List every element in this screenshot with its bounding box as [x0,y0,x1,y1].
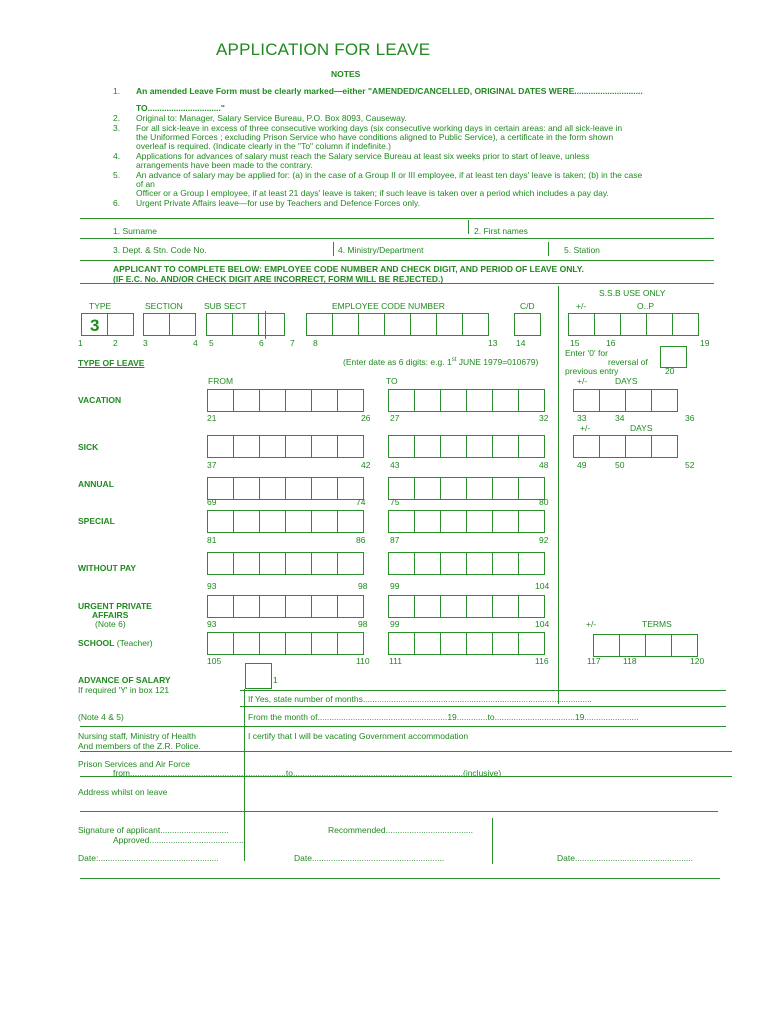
date-box[interactable] [233,435,260,458]
col-number: 4 [193,338,198,348]
date-box[interactable] [259,552,286,575]
divider [80,726,726,727]
prison-label: Prison Services and Air Force [78,759,190,769]
date-box[interactable] [207,510,234,533]
sub-sect-header: SUB SECT [204,301,247,311]
col-number: 15 [570,338,580,348]
date-box[interactable] [337,510,364,533]
date-box[interactable] [207,435,234,458]
employee-code-boxes[interactable] [306,313,488,336]
leave-type-label-extra: (Teacher) [114,638,153,648]
date-box[interactable] [311,477,338,500]
date-box[interactable] [518,389,545,412]
days-box[interactable] [573,389,600,412]
date-hint-text: JUNE 1979=010679) [456,357,539,367]
col-number: 86 [356,535,366,545]
reversal-box[interactable] [660,346,687,368]
employee-code-box[interactable] [462,313,489,336]
date-box[interactable] [388,595,415,618]
note-text: arrangements have been made to the contrary. [136,160,313,170]
leave-type-label [78,638,153,648]
employee-code-box[interactable] [358,313,385,336]
ssb-divider [558,286,559,704]
cd-boxes[interactable] [514,313,540,336]
to-date-boxes[interactable] [388,552,544,575]
leave-type-note: (Note 6) [95,619,126,629]
ssb-boxes[interactable] [568,313,698,336]
date-box[interactable] [337,435,364,458]
date-box[interactable] [285,552,312,575]
col-number: 98 [358,581,368,591]
pm-header: +/- [586,619,597,629]
col-number: 1 [78,338,83,348]
date-box[interactable] [233,477,260,500]
days-boxes[interactable] [573,389,677,412]
date-box[interactable] [311,595,338,618]
sub-sect-box[interactable] [258,313,285,336]
note-text: Urgent Private Affairs leave—for use by Teachers and Defence Forces only. [136,198,420,208]
date-box[interactable] [492,595,519,618]
date-box[interactable] [207,552,234,575]
date-box[interactable] [285,477,312,500]
date-box[interactable] [388,552,415,575]
divider [80,776,732,777]
col-number: 14 [516,338,526,348]
to-date-boxes[interactable] [388,595,544,618]
date-box[interactable] [492,510,519,533]
col-number: 7 [290,338,295,348]
to-date-boxes[interactable] [388,510,544,533]
col-number: 93 [207,619,217,629]
date-box[interactable] [466,389,493,412]
first-names-label: 2. First names [474,226,528,236]
leave-type-label: AFFAIRS [92,610,129,620]
col-number: 20 [665,366,675,376]
col-number: 99 [390,619,400,629]
col-number: 104 [535,619,550,629]
enter-zero-note: Enter '0' for [565,348,608,358]
divider [333,242,334,256]
terms-boxes[interactable] [593,634,697,657]
date-box[interactable] [233,552,260,575]
employee-code-header: EMPLOYEE CODE NUMBER [332,301,445,311]
col-number: 111 [389,656,402,666]
date-box[interactable] [233,595,260,618]
date-box[interactable] [492,389,519,412]
date-box[interactable] [259,389,286,412]
date-box[interactable] [285,595,312,618]
station-label: 5. Station [564,245,600,255]
days-box[interactable] [651,389,678,412]
date-box[interactable] [414,595,441,618]
date-field[interactable]: Date.................................................. [557,853,694,863]
from-date-boxes[interactable] [207,389,363,412]
days-header: DAYS [615,376,638,386]
from-date-boxes[interactable] [207,510,363,533]
note-number: 3. [113,123,121,133]
date-field[interactable]: Date........................................................ [294,853,445,863]
ssb-box[interactable] [620,313,647,336]
date-box[interactable] [388,389,415,412]
ssb-box[interactable] [646,313,673,336]
col-number: 13 [488,338,498,348]
note-text: overleaf is required. (Indicate clearly in the "To" column if indefinite.) [136,141,392,151]
type-of-leave-heading: TYPE OF LEAVE [78,358,145,368]
to-date-boxes[interactable] [388,389,544,412]
divider [80,283,714,284]
date-box[interactable] [466,595,493,618]
date-box[interactable] [440,552,467,575]
date-box[interactable] [285,389,312,412]
leave-type-label-text: SCHOOL [78,638,115,648]
date-box[interactable] [285,435,312,458]
col-number: 2 [113,338,118,348]
date-box[interactable] [414,552,441,575]
terms-box[interactable] [671,634,698,657]
date-hint [343,357,538,367]
date-box[interactable] [518,552,545,575]
divider [240,690,726,691]
days-box[interactable] [599,389,626,412]
date-box[interactable] [337,595,364,618]
section-box[interactable] [143,313,170,336]
pm-header: +/- [577,376,588,386]
col-number: 110 [356,656,370,666]
from-date-boxes[interactable] [207,595,363,618]
note-text: Officer or a Group I employee, if at least 21 days' leave is taken; if such leave is taken over a period which includes a pay day. [136,188,609,198]
note-text: of an [136,179,155,189]
col-number: 116 [535,656,549,666]
col-number: 105 [207,656,222,666]
from-date-boxes[interactable] [207,632,363,655]
col-number: 75 [390,497,400,507]
instruction-line: (IF E.C. No. AND/OR CHECK DIGIT ARE INCORRECT, FORM WILL BE REJECTED.) [113,274,444,284]
divider [265,311,266,339]
signature-recommended[interactable]: Recommended..................................... [328,825,474,835]
date-box[interactable] [259,435,286,458]
date-box[interactable] [388,435,415,458]
note-text: Applications for advances of salary must reach the Salary service Bureau at least six weeks prior to start of leave, unless [136,151,590,161]
date-box[interactable] [311,552,338,575]
terms-box[interactable] [593,634,620,657]
ssb-box[interactable] [672,313,699,336]
cd-header: C/D [520,301,535,311]
leave-type-label: SPECIAL [78,516,115,526]
col-number: 99 [390,581,400,591]
col-number: 93 [207,581,217,591]
col-number: 27 [390,413,400,423]
employee-code-box[interactable] [384,313,411,336]
col-number: 34 [615,413,625,423]
divider [492,818,493,864]
op-header: O..P [637,301,655,311]
date-box[interactable] [518,632,545,655]
sub-sect-box[interactable] [206,313,233,336]
employee-code-box[interactable] [332,313,359,336]
certify-text: I certify that I will be vacating Government accommodation [248,731,469,741]
col-number: 98 [358,619,368,629]
nursing-label: Nursing staff, Ministry of Health [78,731,196,741]
col-number: 52 [685,460,695,470]
date-box[interactable] [518,595,545,618]
date-box[interactable] [492,435,519,458]
pm-header: +/- [580,423,591,433]
note-ref: (Note 4 & 5) [78,712,124,722]
days-box[interactable] [625,435,652,458]
col-number: 43 [390,460,400,470]
sub-sect-box[interactable] [232,313,259,336]
col-number: 19 [700,338,710,348]
col-number: 80 [539,497,549,507]
type-box[interactable] [107,313,134,336]
enter-zero-note: previous entry [565,366,619,376]
date-box[interactable] [388,632,415,655]
leave-type-label: ANNUAL [78,479,114,489]
date-box[interactable] [518,435,545,458]
col-number: 6 [259,338,264,348]
days-box[interactable] [599,435,626,458]
employee-code-box[interactable] [436,313,463,336]
employee-code-box[interactable] [410,313,437,336]
ssb-use-only-label: S.S.B USE ONLY [599,288,666,298]
divider [80,811,718,812]
divider [80,218,714,219]
date-box[interactable] [311,510,338,533]
date-box[interactable] [414,510,441,533]
days-box[interactable] [573,435,600,458]
section-boxes[interactable] [143,313,195,336]
section-header: SECTION [145,301,183,311]
col-number: 37 [207,460,217,470]
date-box[interactable] [207,632,234,655]
date-box[interactable] [466,510,493,533]
divider [80,878,720,879]
note-number: 2. [113,113,121,123]
note-text: An amended Leave Form must be clearly marked—either "AMENDED/CANCELLED, ORIGINAL DATES WERE............................. [136,86,643,96]
to-date-boxes[interactable] [388,435,544,458]
to-header: TO [386,376,398,386]
date-field[interactable]: Date:................................................... [78,853,219,863]
note-text: An advance of salary may be applied for: (a) in the case of a Group II or III employee, if at least ten days' leave is taken; (b) in the case [136,170,643,180]
col-number: 74 [356,497,366,507]
advance-salary-label: ADVANCE OF SALARY [78,675,171,685]
cd-box[interactable] [514,313,541,336]
employee-code-box[interactable] [306,313,333,336]
date-box[interactable] [492,632,519,655]
col-number: 49 [577,460,587,470]
col-number: 21 [207,413,217,423]
col-number: 5 [209,338,214,348]
nursing-label: And members of the Z.R. Police. [78,741,201,751]
type-header: TYPE [89,301,112,311]
col-number: 26 [361,413,371,423]
date-box[interactable] [285,632,312,655]
date-box[interactable] [259,595,286,618]
note-text: the Uniformed Forces ; excluding Prison Service who have conditions aligned to Public Service), a certificate in the form shown [136,132,614,142]
divider [80,751,732,752]
leave-type-label: WITHOUT PAY [78,563,137,573]
dept-label: 3. Dept. & Stn. Code No. [113,245,207,255]
date-box[interactable] [285,510,312,533]
date-box[interactable] [492,552,519,575]
date-box[interactable] [337,632,364,655]
date-box[interactable] [207,595,234,618]
instruction-line: APPLICANT TO COMPLETE BELOW: EMPLOYEE CODE NUMBER AND CHECK DIGIT, AND PERIOD OF LEAVE ONLY. [113,264,584,274]
section-box[interactable] [169,313,196,336]
col-number: 118 [623,656,637,666]
date-box[interactable] [466,632,493,655]
from-date-boxes[interactable] [207,477,363,500]
date-box[interactable] [466,477,493,500]
terms-box[interactable] [645,634,672,657]
advance-salary-box[interactable] [245,663,272,689]
from-date-boxes[interactable] [207,435,363,458]
note-text: TO..............................." [136,103,225,113]
date-box[interactable] [518,510,545,533]
note-number: 4. [113,151,121,161]
date-box[interactable] [311,435,338,458]
date-box[interactable] [440,389,467,412]
type-value: 3 [90,316,100,335]
col-number: 33 [577,413,587,423]
col-number: 36 [685,413,695,423]
col-number: 50 [615,460,625,470]
col-number: 1 [273,675,278,685]
date-box[interactable] [492,477,519,500]
date-box[interactable] [440,595,467,618]
date-hint-text: (Enter date as 6 digits: e.g. 1 [343,357,452,367]
col-number: 3 [143,338,148,348]
ministry-label: 4. Ministry/Department [338,245,424,255]
enter-zero-note: reversal of [608,357,648,367]
date-box[interactable] [414,435,441,458]
date-box[interactable] [207,389,234,412]
date-box[interactable] [259,632,286,655]
notes-heading: NOTES [331,69,361,79]
col-number: 81 [207,535,217,545]
date-hint-sup: st [451,357,457,364]
type-boxes[interactable] [81,313,133,336]
date-box[interactable] [414,632,441,655]
divider [240,706,726,707]
col-number: 48 [539,460,549,470]
leave-type-label: VACATION [78,395,122,405]
date-box[interactable] [337,389,364,412]
col-number: 87 [390,535,400,545]
days-boxes[interactable] [573,435,677,458]
signature-approved[interactable]: Approved........................................ [113,835,244,845]
date-box[interactable] [414,389,441,412]
date-box[interactable] [440,435,467,458]
plusminus-header: +/- [576,301,587,311]
date-box[interactable] [311,632,338,655]
ssb-box[interactable] [594,313,621,336]
date-box[interactable] [337,552,364,575]
from-month-field[interactable]: From the month of.......................................................19.............to..................................19....................... [248,712,639,722]
note-number: 6. [113,198,121,208]
col-number: 104 [535,581,550,591]
from-header: FROM [208,376,234,386]
days-box[interactable] [651,435,678,458]
divider [548,242,549,256]
date-box[interactable] [414,477,441,500]
col-number: 8 [313,338,318,348]
page-title: APPLICATION FOR LEAVE [216,40,431,59]
address-label: Address whilst on leave [78,787,168,797]
note-text: Original to: Manager, Salary Service Bureau, P.O. Box 8093, Causeway. [136,113,407,123]
days-header: DAYS [630,423,653,433]
note-number: 1. [113,86,121,96]
terms-box[interactable] [619,634,646,657]
col-number: 42 [361,460,371,470]
col-number: 16 [606,338,616,348]
date-box[interactable] [440,477,467,500]
note-number: 5. [113,170,121,180]
to-date-boxes[interactable] [388,477,544,500]
col-number: 117 [587,656,601,666]
note-text: For all sick-leave in excess of three consecutive working days (six consecutive working days in certain areas: and all sick-leave in [136,123,623,133]
date-box[interactable] [233,510,260,533]
days-box[interactable] [625,389,652,412]
col-number: 69 [207,497,217,507]
advance-salary-sub: If required 'Y' in box 121 [78,685,170,695]
surname-label: 1. Surname [113,226,157,236]
months-field[interactable]: If Yes, state number of months................................................................................................. [248,694,592,704]
date-box[interactable] [311,389,338,412]
date-box[interactable] [466,435,493,458]
date-box[interactable] [466,552,493,575]
date-box[interactable] [388,510,415,533]
terms-header: TERMS [642,619,672,629]
signature-applicant[interactable]: Signature of applicant............................. [78,825,229,835]
divider [468,220,469,234]
divider [80,260,714,261]
prison-dates-field[interactable]: from..................................................................to........................................................................(inclusive) [113,768,502,778]
leave-type-label: SICK [78,442,99,452]
sub-sect-boxes[interactable] [206,313,284,336]
date-box[interactable] [259,510,286,533]
col-number: 120 [690,656,705,666]
divider [80,238,714,239]
date-box[interactable] [233,632,260,655]
from-date-boxes[interactable] [207,552,363,575]
date-box[interactable] [259,477,286,500]
date-box[interactable] [440,632,467,655]
col-number: 32 [539,413,549,423]
date-box[interactable] [440,510,467,533]
to-date-boxes[interactable] [388,632,544,655]
leave-type-label: URGENT PRIVATE [78,601,152,611]
ssb-box[interactable] [568,313,595,336]
col-number: 92 [539,535,549,545]
date-box[interactable] [233,389,260,412]
